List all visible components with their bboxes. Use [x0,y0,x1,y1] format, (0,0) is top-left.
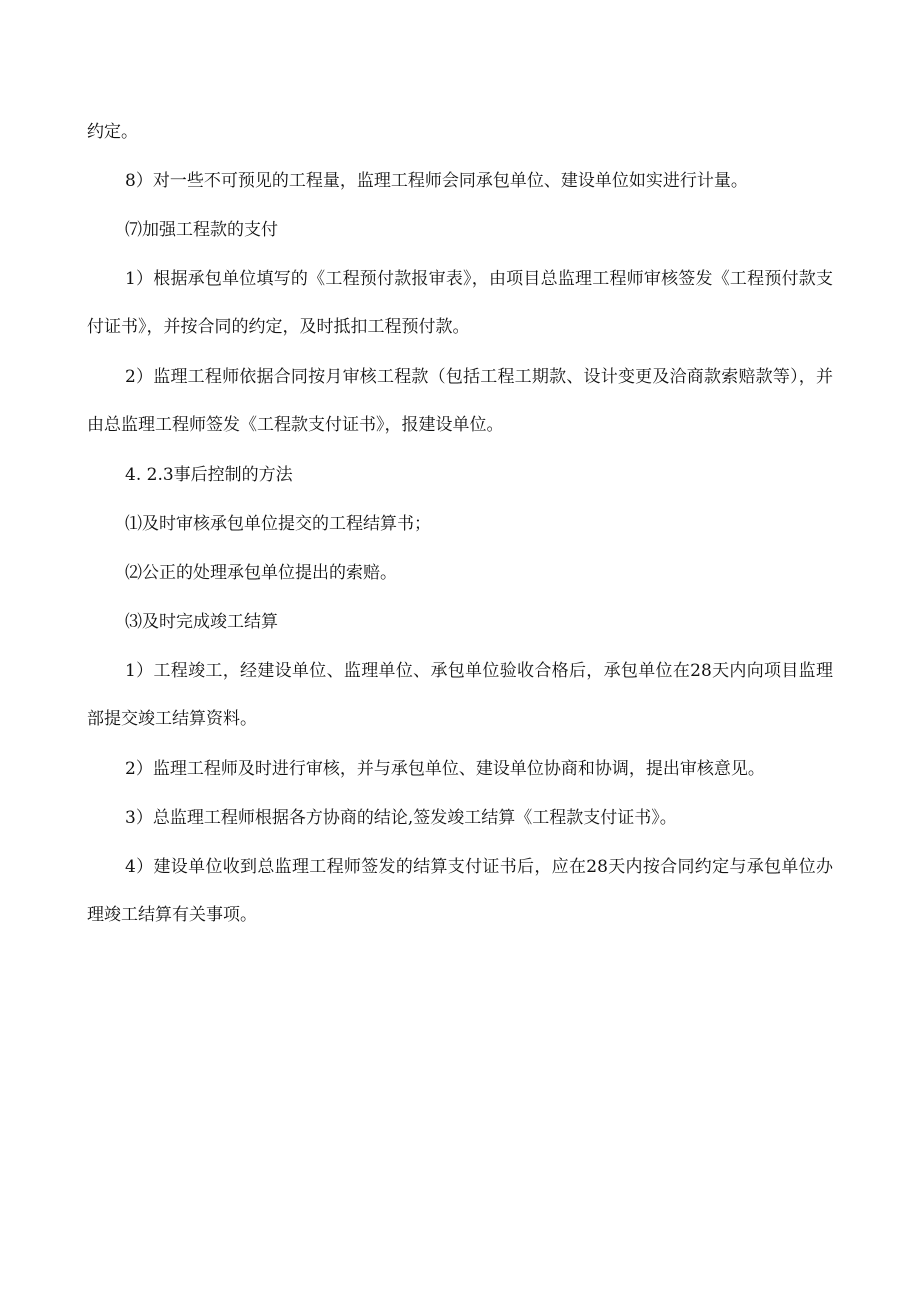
paragraph-item-8: 8）对一些不可预见的工程量，监理工程师会同承包单位、建设单位如实进行计量。 [125,171,748,191]
section-heading-payment: ⑺加强工程款的支付 [125,220,278,240]
list-item-settlement-review: ⑴及时审核承包单位提交的工程结算书； [125,514,431,534]
paragraph-completion-4: 4）建设单位收到总监理工程师签发的结算支付证书后，应在28天内按合同约定与承包单位办理竣工结算有关事项。 [87,857,833,925]
paragraph-completion-2: 2）监理工程师及时进行审核，并与承包单位、建设单位协商和协调，提出审核意见。 [125,759,765,779]
list-item-completion-settlement: ⑶及时完成竣工结算 [125,612,278,632]
paragraph-continuation: 约定。 [87,122,138,142]
paragraph-completion-3: 3）总监理工程师根据各方协商的结论,签发竣工结算《工程款支付证书》。 [125,808,677,828]
section-heading-post-control: 4. 2.3事后控制的方法 [125,465,293,485]
paragraph-payment-2: 2）监理工程师依据合同按月审核工程款（包括工程工期款、设计变更及洽商款索赔款等），并由总监理工程师签发《工程款支付证书》，报建设单位。 [87,367,833,435]
paragraph-payment-1: 1）根据承包单位填写的《工程预付款报审表》，由项目总监理工程师审核签发《工程预付款支付证书》，并按合同的约定，及时抵扣工程预付款。 [87,269,833,337]
paragraph-completion-1: 1）工程竣工，经建设单位、监理单位、承包单位验收合格后，承包单位在28天内向项目监理部提交竣工结算资料。 [87,661,833,729]
list-item-claims: ⑵公正的处理承包单位提出的索赔。 [125,563,397,583]
